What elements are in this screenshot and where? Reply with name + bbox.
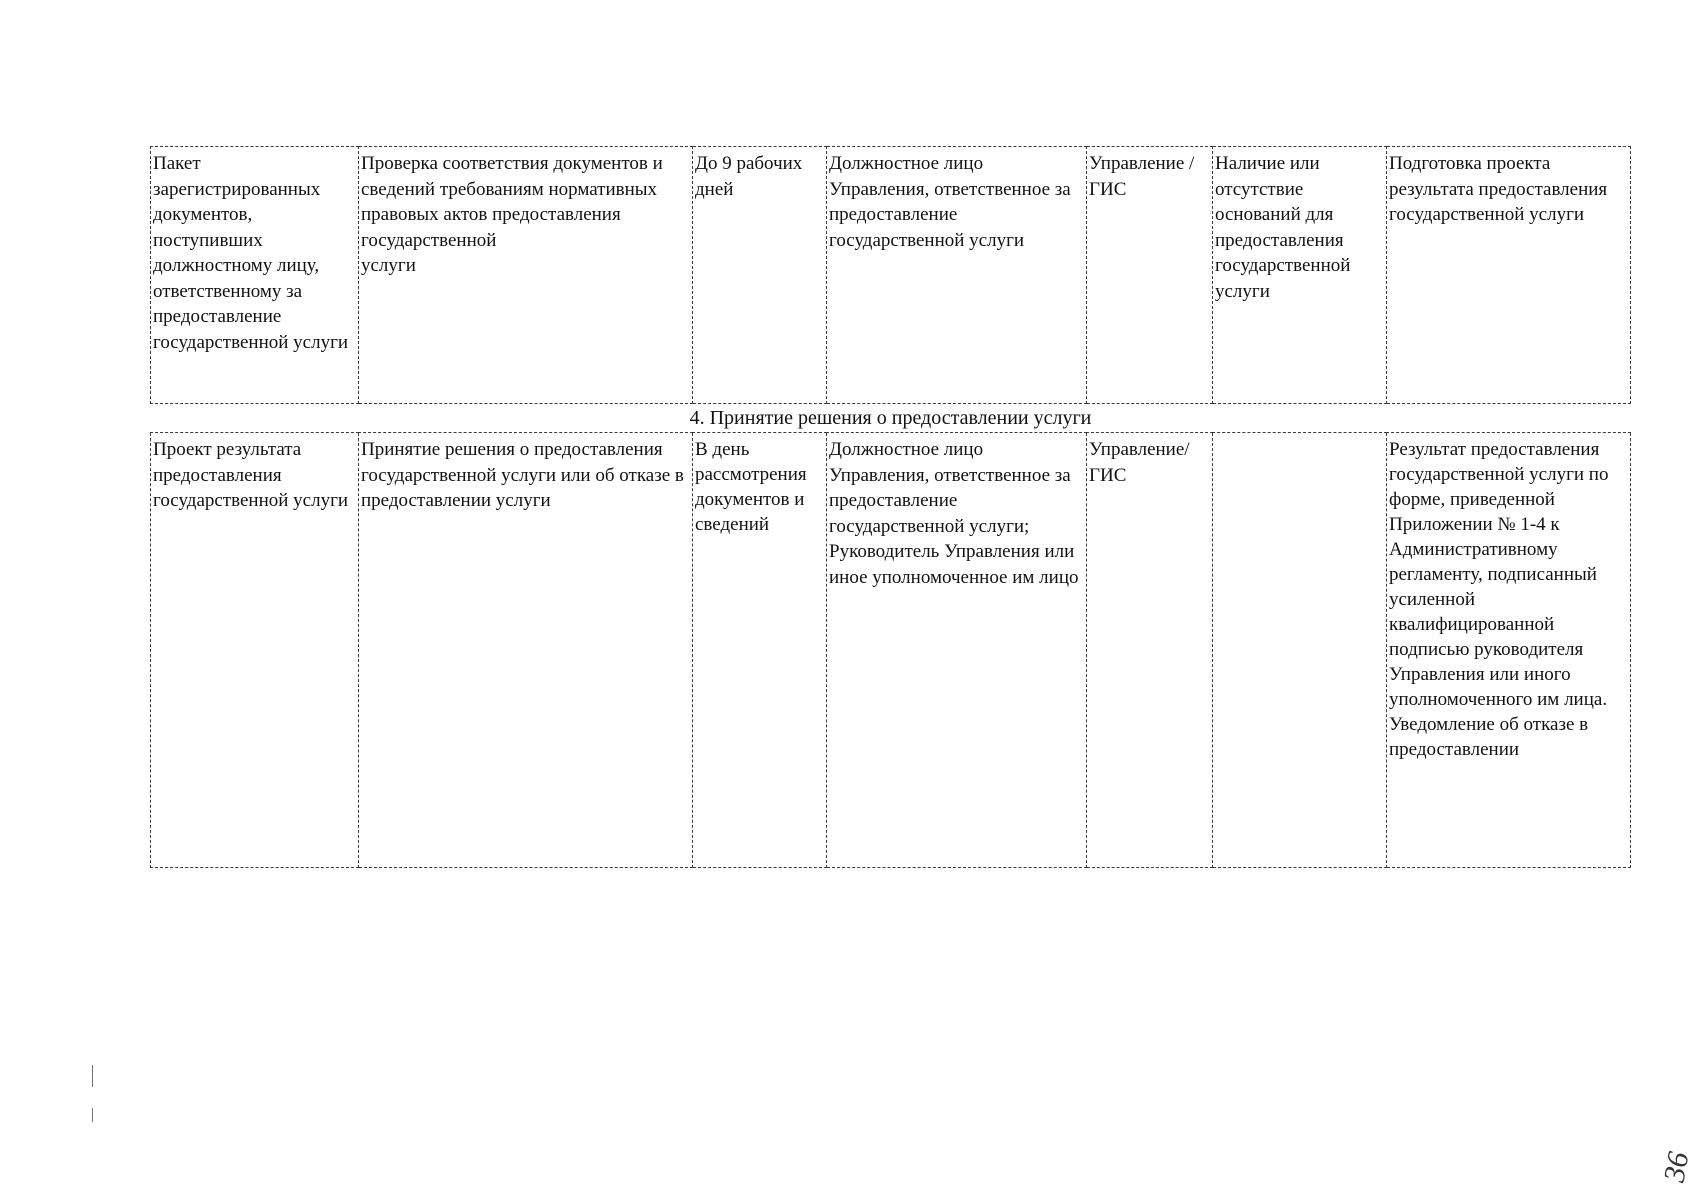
- cell-term: В день рассмотрения документов и сведений: [693, 433, 827, 868]
- cell-action: Проверка соответствия документов и сведений требованиям нормативных правовых актов предоставления государственной услуги: [359, 147, 693, 404]
- cell-place: Управление /ГИС: [1087, 147, 1213, 404]
- cell-place: Управление/ ГИС: [1087, 433, 1213, 868]
- page-number: 36: [1657, 1149, 1696, 1185]
- cell-criteria: [1213, 433, 1387, 868]
- cell-criteria: Наличие или отсутствие оснований для предоставления государственной услуги: [1213, 147, 1387, 404]
- scan-mark: [92, 1065, 93, 1087]
- section-title: 4. Принятие решения о предоставлении услуги: [151, 404, 1631, 433]
- section-row: [151, 404, 1631, 433]
- cell-basis: Проект результата предоставления государственной услуги: [151, 433, 359, 868]
- table-row: [151, 433, 1631, 868]
- cell-basis: Пакет зарегистрированных документов, поступивших должностному лицу, ответственному за предоставление государственной услуги: [151, 147, 359, 404]
- procedure-table: [150, 146, 1631, 868]
- scan-mark: [92, 1108, 93, 1122]
- cell-result: Результат предоставления государственной услуги по форме, приведенной Приложении № 1-4 к Административному регламенту, подписанный усиленной квалифицированной подписью руководителя Управления или иного уполномоченного им лица. Уведомление об отказе в предоставлении: [1387, 433, 1631, 868]
- cell-term: До 9 рабочих дней: [693, 147, 827, 404]
- cell-action: Принятие решения о предоставления государственной услуги или об отказе в предоставлении услуги: [359, 433, 693, 868]
- table-row: [151, 147, 1631, 404]
- cell-result: Подготовка проекта результата предоставления государственной услуги: [1387, 147, 1631, 404]
- cell-responsible: Должностное лицо Управления, ответственное за предоставление государственной услуги; Руководитель Управления или иное уполномоченное им лицо: [827, 433, 1087, 868]
- cell-responsible: Должностное лицо Управления, ответственное за предоставление государственной услуги: [827, 147, 1087, 404]
